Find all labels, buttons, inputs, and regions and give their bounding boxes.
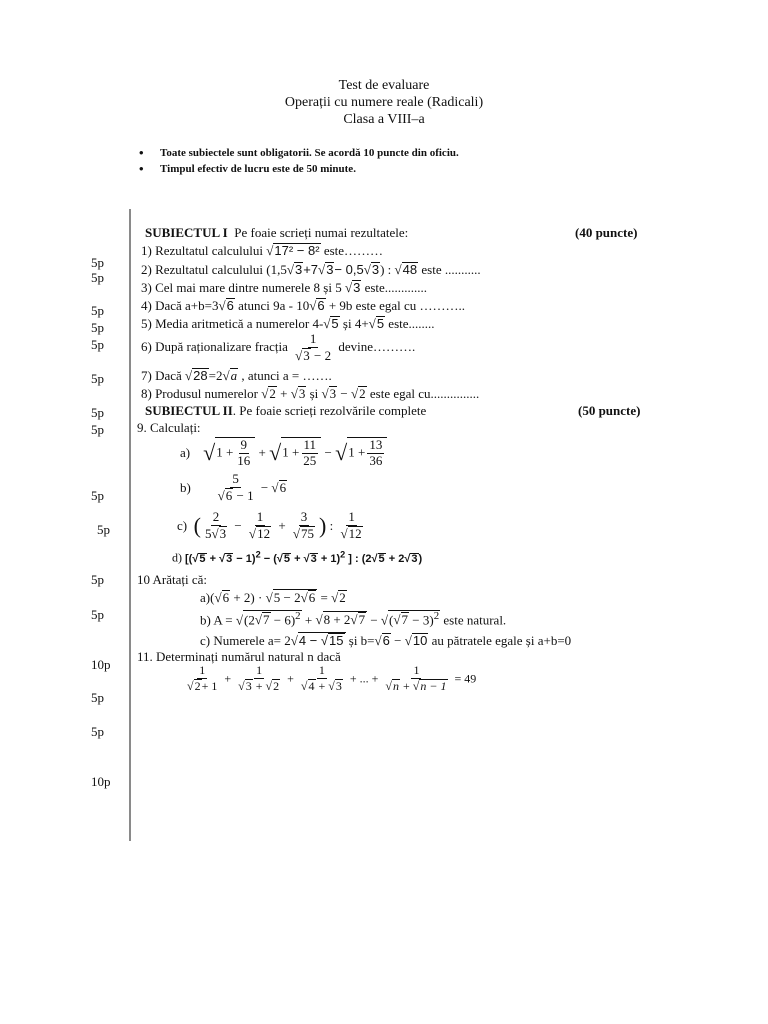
points-label: 5p <box>91 488 104 503</box>
item-6: 6) După raționalizare fracția $\frac{1}{√3 - 2}$ devine………. <box>141 331 416 363</box>
points-label: 5p <box>91 320 104 335</box>
question-10c: c) Numerele a= 2√4 − √15 și b=√6 − √10 au pătratele egale și a+b=0 <box>200 633 572 648</box>
points-label: 10p <box>91 774 111 789</box>
question-11: 11. Determinați numărul natural n dacă <box>137 649 341 664</box>
item-3: 3) Cel mai mare dintre numerele 8 și 5 √3 este............. <box>141 280 428 295</box>
points-label: 5p <box>91 270 104 285</box>
points-label: 5p <box>97 522 110 537</box>
question-9b: b) $\frac{5}{√6 - 1}$ − √6 <box>180 471 287 503</box>
points-label: 5p <box>91 572 104 587</box>
subject2-heading-row <box>145 403 426 419</box>
subject2-points: (50 puncte) <box>578 403 641 418</box>
question-9a: a) √1 + $\frac{9}{16}$ + √1 + $\frac{11}{25}$ − √1 + $\frac{13}{36}$ <box>180 437 387 469</box>
points-label: 5p <box>91 337 104 352</box>
subject2-instruction: . Pe foaie scrieți rezolvările complete <box>232 403 427 418</box>
question-9d: d) [$(√5 + √3 - 1)^2 - (√5 + √3 + 1)^2$ ] : (2√5 + 2√3) <box>172 549 423 565</box>
points-label: 5p <box>91 690 104 705</box>
subject1-heading: SUBIECTUL I <box>145 225 228 240</box>
test-subtitle: Operații cu numere reale (Radicali) <box>284 95 484 110</box>
question-10a: a)(√6 + 2) · √5 − 2√6 = √2 <box>200 590 346 605</box>
question-10b: b) $A = √(2√7 - 6)^2 + √8 + 2√7 - √(√7 - 3)^2$ este natural. <box>200 610 507 628</box>
points-label: 5p <box>91 405 104 420</box>
points-label: 5p <box>91 255 104 270</box>
points-label: 5p <box>91 422 104 437</box>
item-5: 5) Media aritmetică a numerelor 4-√5 și 4+√5 este........ <box>141 316 435 331</box>
item-1: 1) Rezultatul calculului √17² − 8² este……… <box>141 243 384 258</box>
points-label: 5p <box>91 607 104 622</box>
rule-2: • Timpul efectiv de lucru este de 50 minute. <box>160 163 356 175</box>
points-label: 10p <box>91 657 111 672</box>
item-2: 2) Rezultatul calculului (1,5√3+7√3− 0,5√3) : √48 este ........... <box>141 262 481 277</box>
points-label: 5p <box>91 303 104 318</box>
points-label: 5p <box>91 724 104 739</box>
question-9: 9. Calculați: <box>137 420 201 435</box>
rule-1: • Toate subiectele sunt obligatorii. Se acordă 10 puncte din oficiu. <box>160 147 459 159</box>
item-4: 4) Dacă a+b=3√6 atunci 9a - 10√6 + 9b este egal cu ……….. <box>141 298 466 313</box>
points-label: 5p <box>91 371 104 386</box>
test-title: Test de evaluare <box>338 78 430 93</box>
question-11-equation: $\frac{1}{√2+ 1}$ + $\frac{1}{√3 + √2}$ + $\frac{1}{√4 + √3}$ + ... + $\frac{1}{√n + √n - 1}$ = 49 <box>187 663 477 693</box>
item-8: 8) Produsul numerelor √2 + √3 și √3 − √2 este egal cu............... <box>141 386 480 401</box>
item-7: 7) Dacă √28=2√a , atunci a = ……. <box>141 368 332 383</box>
subject1-heading-row <box>145 225 408 241</box>
question-9c: c) ( $\frac{2}{5√3}$ − $\frac{1}{√12}$ + $\frac{3}{√75}$ ) : $\frac{1}{√12}$ <box>177 509 362 541</box>
test-grade: Clasa a VIII–a <box>343 112 425 127</box>
question-10: 10 Arătați că: <box>137 572 208 587</box>
subject1-instruction: Pe foaie scrieți numai rezultatele: <box>234 225 409 240</box>
subject2-heading: SUBIECTUL II <box>145 403 233 418</box>
subject1-points: (40 puncte) <box>575 225 638 240</box>
